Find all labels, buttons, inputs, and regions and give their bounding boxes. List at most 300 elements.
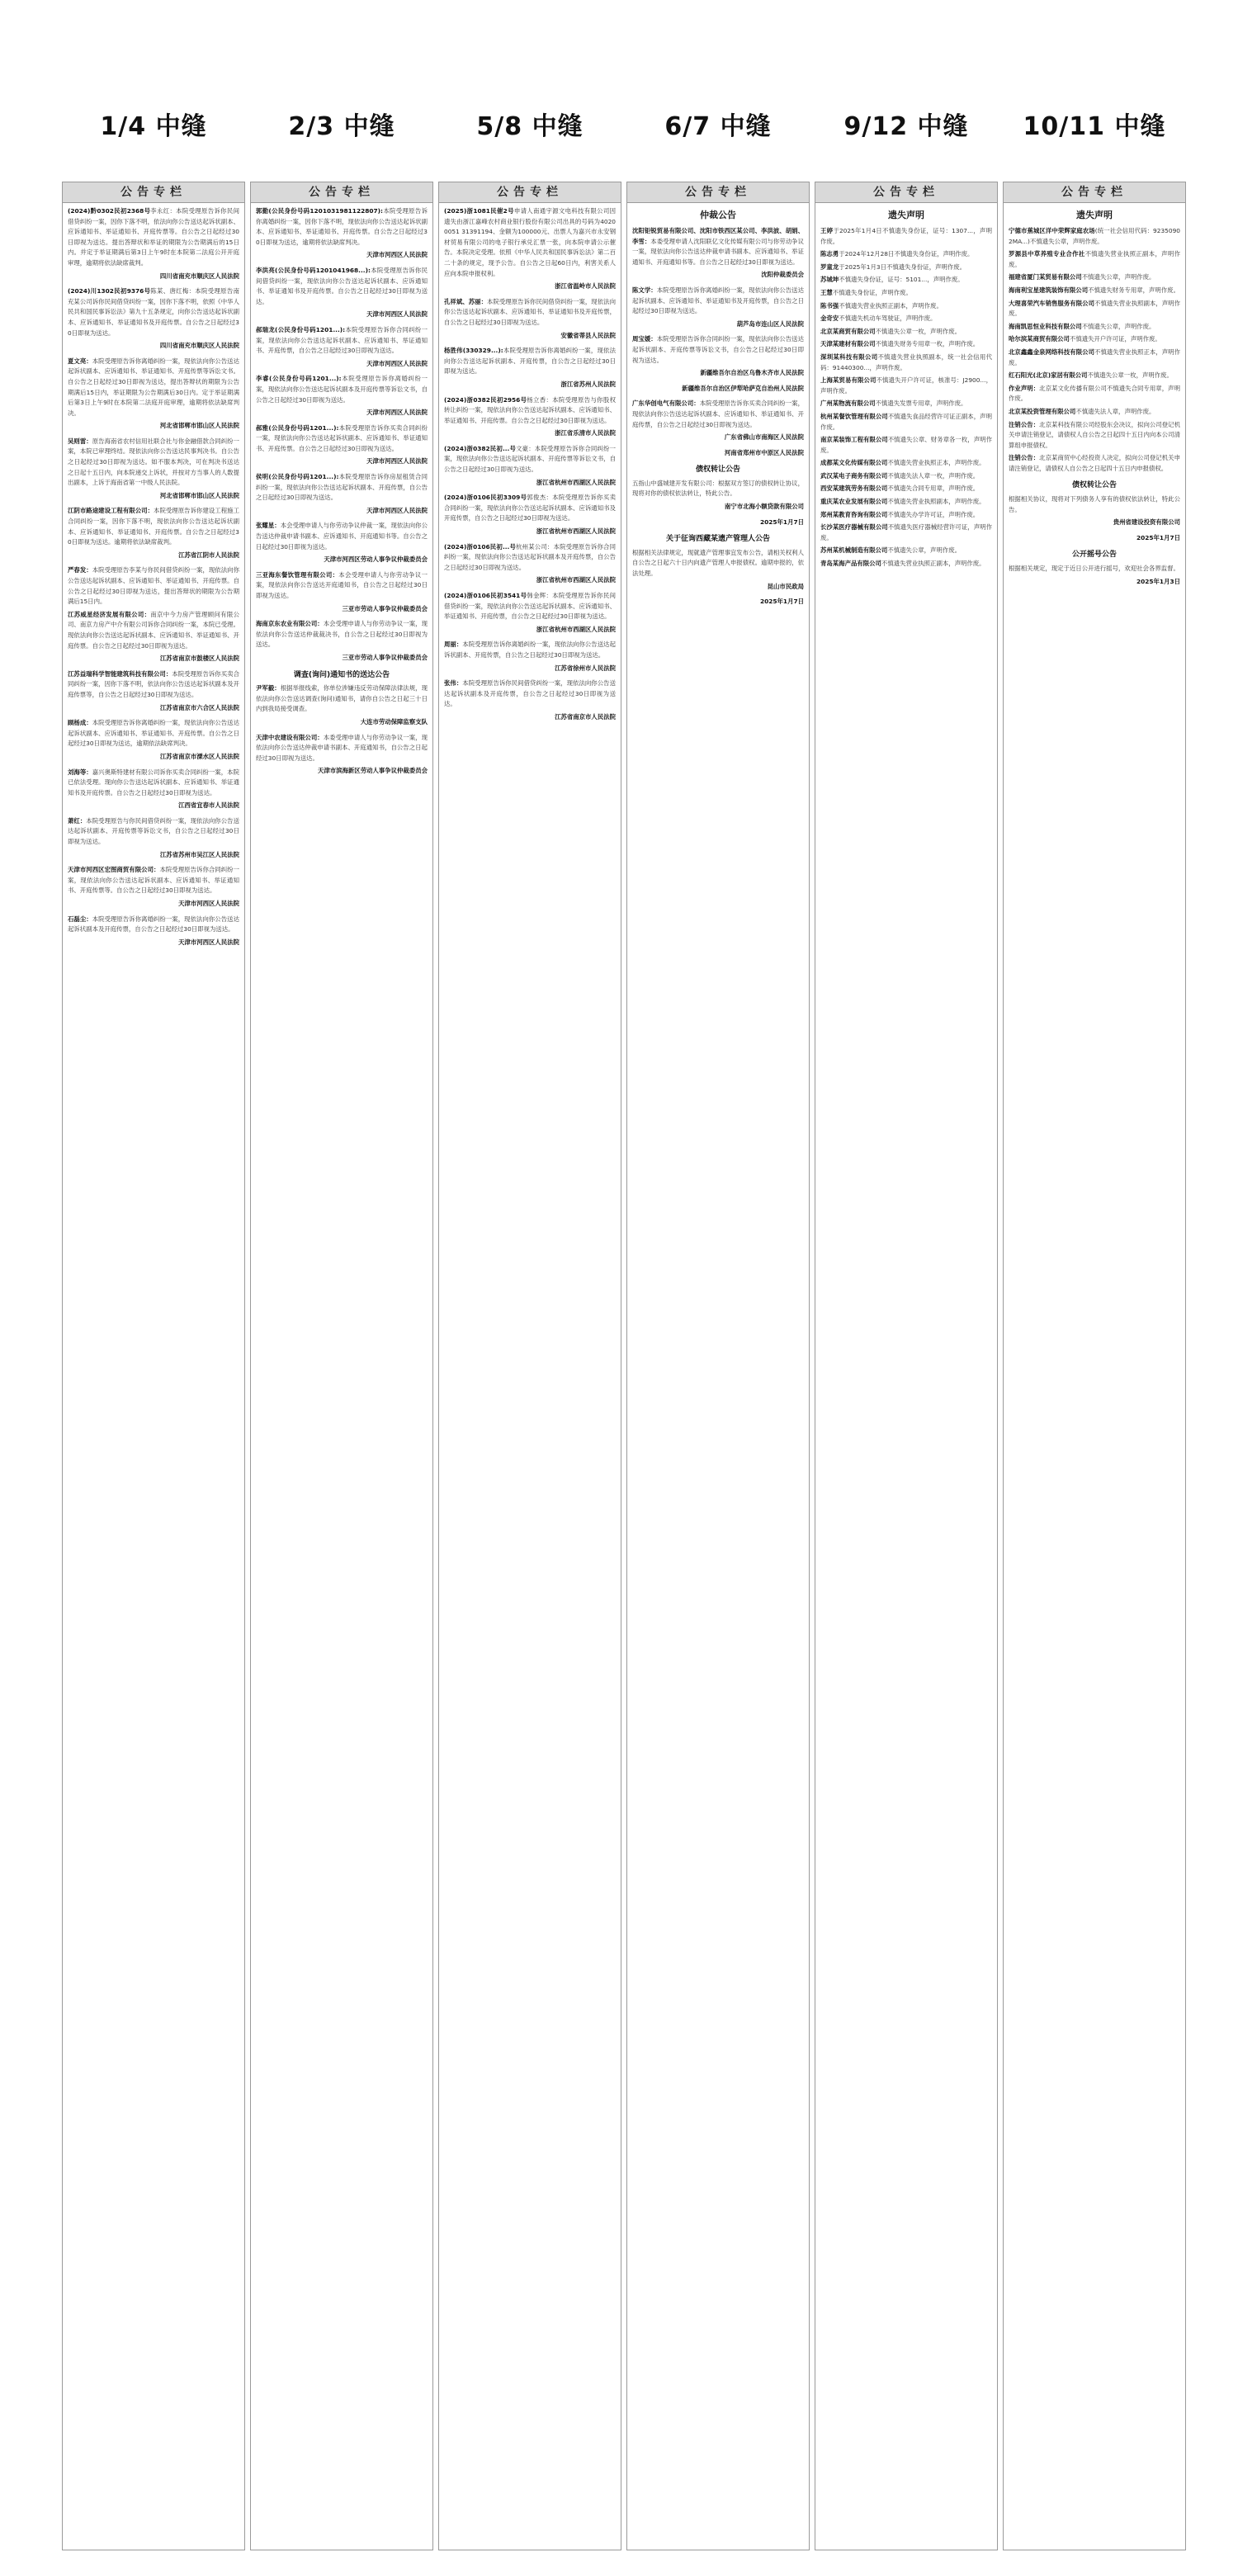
notice-paragraph bbox=[820, 458, 992, 469]
notice-paragraph bbox=[632, 548, 804, 579]
notice-lead: 南京某装饰工程有限公司 bbox=[820, 436, 888, 444]
column-header: 9/12 中缝 bbox=[843, 112, 969, 141]
notice-section-title: 债权转让公告 bbox=[695, 466, 740, 475]
notice-paragraph bbox=[68, 357, 239, 419]
notice-paragraph bbox=[68, 565, 239, 607]
notice-paragraph bbox=[1009, 564, 1180, 574]
notice-text: 不慎遗失营业执照正副本，声明作废。 bbox=[839, 301, 943, 310]
notice-text: 本院受理原告诉你离婚纠纷一案，现依法向你公告送达起诉状副本、应诉通知书、举证通知书、开庭传票。自公告之日起经过30日即视为送达，逾期依法缺席判决。 bbox=[68, 719, 239, 748]
notice-text: 本院受理原告诉你买卖合同纠纷一案，现依法向你公告送达起诉状副本、应诉通知书、举证通知书、开庭传票。自公告之日起经过30日即视为送达。 bbox=[256, 423, 428, 452]
notice-paragraph bbox=[1009, 286, 1180, 296]
notice-paragraph bbox=[68, 506, 239, 547]
notice-lead: 周丽： bbox=[444, 640, 463, 649]
notice-signature: 江苏省南京市鼓楼区人民法院 bbox=[159, 655, 239, 663]
notice-lead: 刘海等： bbox=[68, 768, 92, 776]
notice-paragraph bbox=[444, 678, 616, 710]
notice-paragraph bbox=[820, 301, 992, 312]
notice-lead: 张伟： bbox=[444, 679, 463, 688]
notice-paragraph bbox=[1009, 272, 1180, 283]
notice-paragraph bbox=[820, 559, 992, 570]
notice-lead: 江苏益瑞科学智能建筑科技有限公司： bbox=[68, 669, 172, 678]
notice-paragraph bbox=[256, 266, 428, 307]
notice-lead: 武汉某电子商务有限公司 bbox=[820, 471, 888, 480]
notice-text: 申请人南通宇源文电科技有限公司因遗失由浙江嘉峰农村商业银行股份有限公司出具的号码为40200051 31391194、金额为100000元、出票人为嘉兴市永安钢材贸易有限公司的电子银行承兑汇票一张，向本院申请公示催告。本院决定受理。依照《中华人民共和国民事诉讼法》第二百二十条的规定，现予公告。自公告之日起60日内，利害关系人应向本院申报权利。 bbox=[444, 207, 616, 277]
notice-paragraph bbox=[820, 497, 992, 508]
notice-lead: 严春发： bbox=[68, 566, 92, 574]
notice-text: 不慎遗失发票专用章，声明作废。 bbox=[875, 399, 967, 408]
notice-paragraph bbox=[68, 718, 239, 749]
notice-text: 不慎遗失食品经营许可证正副本，声明作废。 bbox=[820, 412, 992, 431]
notice-paragraph bbox=[68, 915, 239, 935]
notice-paragraph bbox=[256, 683, 428, 715]
notice-signature: 天津市河西区人民法院 bbox=[366, 359, 428, 367]
notice-paragraph bbox=[632, 399, 804, 430]
notice-text: 于2025年1月3日不慎遗失身份证，声明作废。 bbox=[839, 262, 966, 271]
notice-text: 不慎遗失公章，声明作废。 bbox=[1081, 322, 1155, 330]
notice-paragraph bbox=[68, 816, 239, 848]
notice-text: 不慎遗失营业执照副本，统一社会信用代码：91440300...，声明作废。 bbox=[820, 352, 992, 371]
notice-lead: 天津中农建设有限公司： bbox=[256, 733, 324, 741]
notice-lead: 李睿(公民身份号码1201...): bbox=[256, 375, 342, 383]
notice-lead: 陈文学： bbox=[632, 286, 657, 294]
notice-signature: 江苏省江阴市人民法院 bbox=[178, 551, 239, 559]
notice-section-title: 债权转让公告 bbox=[1071, 481, 1117, 490]
notice-section-title: 关于征询西藏某遗产管理人公告 bbox=[665, 535, 770, 544]
notice-lead: 海南京东农业有限公司： bbox=[256, 620, 324, 628]
notice-signature: 新疆维吾尔自治区乌鲁木齐市人民法院 bbox=[700, 369, 804, 377]
column-header: 5/8 中缝 bbox=[476, 112, 584, 141]
notice-paragraph bbox=[1009, 371, 1180, 381]
notice-lead: (2024)黔0302民初2368号 bbox=[68, 207, 151, 215]
notice-text: 不慎遗失办学许可证，声明作废。 bbox=[887, 510, 980, 518]
notice-lead: 大理喜荣汽车销售服务有限公司 bbox=[1009, 299, 1095, 307]
notice-text: 不慎遗失财务专用章，声明作废。 bbox=[1088, 286, 1179, 294]
notice-signature: 天津市河西区人民法院 bbox=[366, 251, 428, 259]
notice-text: 不慎遗失公章，声明作废。 bbox=[887, 546, 962, 555]
notice-signature: 江苏省南京市六合区人民法院 bbox=[159, 703, 239, 711]
notice-text: 根据举报线索，你单位涉嫌违反劳动保障法律法规，现依法向你公告送达调查(询问)通知书，请你自公告之日起三十日内到我局接受调查。 bbox=[256, 684, 428, 713]
notice-signature: 天津市河西区人民法院 bbox=[366, 409, 428, 417]
notice-paragraph bbox=[820, 399, 992, 409]
notice-signature: 四川省南充市顺庆区人民法院 bbox=[159, 272, 239, 280]
notice-paragraph bbox=[256, 521, 428, 552]
notice-text: 本委受理申请人与你劳动争议一案，现依法向你公告送达仲裁申请书副本、开庭通知书，自公告之日起经过30日即视为送达。 bbox=[256, 733, 428, 762]
notice-signature: 四川省南充市顺庆区人民法院 bbox=[159, 342, 239, 350]
notice-signature: 2025年1月3日 bbox=[1136, 577, 1180, 585]
notice-lead: (2024)浙0382民初2956号 bbox=[444, 395, 527, 404]
notice-paragraph bbox=[444, 297, 616, 328]
column-header: 6/7 中缝 bbox=[664, 112, 772, 141]
notice-section-title: 调查(询问)通知书的送达公告 bbox=[293, 670, 390, 679]
notice-signature: 葫芦岛市连山区人民法院 bbox=[736, 319, 804, 328]
notice-lead: 重庆某农业发展有限公司 bbox=[820, 498, 888, 506]
notice-paragraph bbox=[820, 314, 992, 324]
notice-lead: 金奇安 bbox=[820, 314, 839, 323]
notice-paragraph bbox=[256, 619, 428, 650]
notice-paragraph bbox=[68, 865, 239, 896]
notice-lead: 郝雅(公民身份号码1201...): bbox=[256, 423, 339, 432]
notice-paragraph bbox=[820, 275, 992, 286]
notice-paragraph bbox=[1009, 420, 1180, 451]
notice-text: 南京中今力房产管理顾问有限公司、南京力房产中介有限公司诉你合同纠纷一案，本院已受理。现依法向你公告送达起诉状副本、应诉通知书、举证通知书、开庭传票。自公告之日起经过30日即视为送达。 bbox=[68, 610, 239, 650]
notice-lead: 罗源县中草养殖专业合作社 bbox=[1009, 250, 1085, 258]
notice-lead: 广东华创电气有限公司： bbox=[632, 399, 700, 408]
notice-signature: 浙江省杭州市西湖区人民法院 bbox=[536, 478, 616, 486]
column-body bbox=[251, 203, 432, 785]
notice-text: 杭州某公司：本院受理原告诉你合同纠纷一案，现依法向你公告送达起诉状副本及开庭传票，自公告之日起经过30日即视为送达。 bbox=[444, 542, 616, 571]
notice-text: 不慎遗失营业执照副本，声明作废。 bbox=[1009, 299, 1180, 318]
notice-paragraph bbox=[444, 493, 616, 524]
notice-lead: 萧红： bbox=[68, 816, 87, 825]
notice-text: 本院受理原告诉你民间借贷纠纷一案，现依法向你公告送达起诉状副本、应诉通知书、举证通知书及开庭传票。自公告之日起经过30日即视为送达。 bbox=[256, 266, 428, 305]
notice-text: 本委受理申请人沈阳联亿文化传媒有限公司与你劳动争议一案，现依法向你公告送达仲裁申请书副本、应诉通知书、举证通知书、开庭通知书等。自公告之日起经过30日即视为送达。 bbox=[632, 237, 804, 266]
notice-lead: 杨胜伟(330329...): bbox=[444, 347, 503, 355]
column-body bbox=[1004, 223, 1185, 595]
column-subtitle: 遗失声明 bbox=[888, 210, 924, 220]
notice-text: 本院受理原告与你民间借贷纠纷一案，现依法向你公告送达起诉状副本、开庭传票等诉讼文书，自公告之日起经过30日即视为送达。 bbox=[68, 816, 239, 846]
notice-paragraph bbox=[1009, 407, 1180, 418]
notice-lead: 宁德市蕉城区洋中荣辉家庭农场 bbox=[1009, 227, 1095, 234]
notice-text: 陈某、唐红梅：本院受理原告南充某公司诉你民间借贷纠纷一案，因你下落不明，依照《中华人民共和国民事诉讼法》第九十五条规定，向你公告送达起诉状副本、应诉通知书、举证通知书及开庭传票。自公告之日起经过30日即视为送达。 bbox=[68, 287, 239, 337]
notice-text: 本院受理原告诉你离婚纠纷一案，现依法向你公告送达起诉状副本、开庭传票，自公告之日起经过30日即视为送达。 bbox=[444, 347, 616, 376]
notice-paragraph bbox=[444, 640, 616, 660]
notice-text: 根据相关法律规定，现就遗产管理事宜发布公告，请相关权利人自公告之日起六十日内向遗产管理人申报债权。逾期申报的，依法处理。 bbox=[632, 548, 804, 578]
notice-column bbox=[626, 182, 810, 2550]
notice-paragraph bbox=[68, 437, 239, 489]
notice-text: 李永红：本院受理原告诉你民间借贷纠纷一案，因你下落不明，依法向你公告送达起诉状副本、应诉通知书、举证通知书、开庭传票等。自公告之日起经过30日即视为送达。提出答辩状和举证的期限为公告期满后的15日内。并定于举证期满后第3日上午9时在本院第二法庭公开开庭审理，逾期将依法缺席裁判。 bbox=[68, 207, 239, 267]
notice-text: 本院受理原告诉你房屋租赁合同纠纷一案，现依法向你公告送达起诉状副本、开庭传票，自公告之日起经过30日即视为送达。 bbox=[256, 473, 428, 502]
notice-signature: 天津市河西区人民法院 bbox=[366, 457, 428, 466]
notice-lead: 侯明(公民身份号码1201...): bbox=[256, 473, 339, 481]
notice-paragraph bbox=[256, 733, 428, 764]
notice-paragraph bbox=[68, 286, 239, 338]
notice-paragraph bbox=[444, 591, 616, 622]
column-body bbox=[63, 203, 244, 956]
notice-paragraph bbox=[68, 768, 239, 799]
notice-text: (统一社会信用代码：92350902MA...)不慎遗失公章，声明作废。 bbox=[1009, 227, 1180, 245]
notice-paragraph bbox=[1009, 384, 1180, 404]
notice-paragraph bbox=[820, 484, 992, 494]
notice-paragraph bbox=[820, 522, 992, 543]
notice-text: 本院受理原告诉你民间借贷纠纷一案，现依法向你公告送达起诉状副本、应诉通知书、举证通知书及开庭传票，自公告之日起经过30日即视为送达。 bbox=[444, 297, 616, 326]
notice-lead: 陈志勇 bbox=[820, 250, 839, 258]
notice-text: 不慎遗失身份证，证号：5101...，声明作废。 bbox=[839, 276, 964, 284]
notice-lead: (2024)浙0106民初3541号 bbox=[444, 592, 527, 599]
notice-text: 本院受理原告诉你离婚纠纷一案，现依法向你公告送达起诉状副本、应诉通知书、举证通知书、开庭传票等诉讼文书。自公告之日起经过30日即视为送达，提出答辩状的期限为公告期满后15日内，举证期限为公告期满后30日内。定于举证期满后第3日上午9时在本院第二法庭开庭审理，逾期将依法缺席判决。 bbox=[68, 357, 239, 417]
column-subtitle: 遗失声明 bbox=[1076, 210, 1113, 220]
notice-paragraph bbox=[1009, 453, 1180, 474]
notice-column bbox=[1003, 182, 1186, 2550]
notice-text: 本院受理原告诉你买卖合同纠纷一案，因你下落不明，依法向你公告送达起诉状副本及开庭传票等，自公告之日起经过30日即视为送达。 bbox=[68, 669, 239, 698]
notice-column bbox=[438, 182, 621, 2550]
notice-text: 不慎遗失开户许可证，核准号：J2900...，声明作废。 bbox=[820, 376, 992, 395]
notice-lead: 李洪亮(公民身份号码1201041968...): bbox=[256, 266, 371, 274]
notice-paragraph bbox=[256, 570, 428, 602]
notice-paragraph bbox=[1009, 226, 1180, 247]
notice-text: 本会受理申请人与你劳动争议仲裁一案，现依法向你公告送达仲裁申请书副本、应诉通知书、开庭通知书等。自公告之日起经过30日即视为送达。 bbox=[256, 522, 428, 551]
column-header: 2/3 中缝 bbox=[288, 112, 395, 141]
notice-lead: 罗童龙 bbox=[820, 262, 839, 271]
notice-paragraph bbox=[444, 346, 616, 377]
notice-signature: 江苏省苏州市吴江区人民法院 bbox=[159, 850, 239, 858]
notice-text: 本会受理申请人与你劳动争议一案，现依法向你公告送达仲裁裁决书，自公告之日起经过30日即视为送达。 bbox=[256, 620, 428, 649]
notice-text: 不慎遗失医疗器械经营许可证，声明作废。 bbox=[820, 523, 992, 541]
column-banner: 公告专栏 bbox=[439, 182, 621, 203]
notice-signature: 三亚市劳动人事争议仲裁委员会 bbox=[342, 653, 428, 661]
notice-lead: 深圳某科技有限公司 bbox=[820, 352, 878, 361]
notice-signature: 河北省邯郸市邯山区人民法院 bbox=[159, 491, 239, 499]
notice-section-title: 公开摇号公告 bbox=[1071, 551, 1117, 560]
notice-lead: 作业声明： bbox=[1009, 384, 1040, 392]
notice-signature: 2025年1月7日 bbox=[759, 598, 804, 606]
notice-text: 于2024年12月28日不慎遗失身份证，声明作废。 bbox=[839, 250, 974, 258]
notice-text: 郭俊杰：本院受理原告诉你买卖合同纠纷一案，现依法向你公告送达起诉状副本、应诉通知书及开庭传票，自公告之日起经过30日即视为送达。 bbox=[444, 494, 616, 522]
notice-lead: 天津某建材有限公司 bbox=[820, 340, 876, 348]
notice-paragraph bbox=[444, 206, 616, 279]
notice-lead: 红石阳光(北京)家居有限公司 bbox=[1009, 371, 1088, 380]
notice-lead: 孔祥斌、苏丽： bbox=[444, 297, 488, 305]
notice-lead: 江苏威星经济发展有限公司： bbox=[68, 610, 151, 618]
notice-text: 韩金辉：本院受理原告诉你民间借贷纠纷一案，现依法向你公告送达起诉状副本、应诉通知书、举证通知书、开庭传票，自公告之日起经过30日即视为送达。 bbox=[444, 592, 616, 621]
notice-text: 于2025年1月4日不慎遗失身份证，证号：1307...，声明作废。 bbox=[820, 227, 992, 245]
notice-signature: 天津市河西区人民法院 bbox=[366, 310, 428, 319]
notice-signature: 大连市劳动保障监察支队 bbox=[360, 717, 428, 726]
notice-lead: 石磊尘： bbox=[68, 915, 92, 923]
notice-lead: 长沙某医疗器械有限公司 bbox=[820, 523, 888, 532]
notice-paragraph bbox=[820, 339, 992, 350]
notice-signature: 浙江省苏州人民法院 bbox=[560, 380, 616, 388]
notice-signature: 河北省邯郸市邯山区人民法院 bbox=[159, 422, 239, 430]
notice-text: 不慎遗失财务专用章一枚，声明作废。 bbox=[875, 340, 980, 348]
notice-signature: 江西省宜春市人民法院 bbox=[178, 801, 239, 810]
notice-paragraph bbox=[632, 479, 804, 499]
notice-text: 本院受理原告诉你合同纠纷一案，现依法向你公告送达起诉状副本、应诉通知书、举证通知书、开庭传票等。自公告之日起经过30日即视为送达。 bbox=[68, 866, 239, 895]
notice-signature: 沈阳仲裁委员会 bbox=[761, 271, 804, 279]
notice-text: 不慎遗失法人章一枚，声明作废。 bbox=[887, 471, 980, 480]
notice-signature: 贵州省建设投资有限公司 bbox=[1113, 518, 1180, 527]
notice-signature: 江苏省南京市人民法院 bbox=[555, 712, 616, 721]
notice-paragraph bbox=[820, 352, 992, 373]
notice-lead: 顾杨成： bbox=[68, 719, 92, 727]
notice-signature: 浙江省乐清市人民法院 bbox=[555, 429, 616, 437]
notice-paragraph bbox=[820, 262, 992, 273]
notice-paragraph bbox=[1009, 299, 1180, 319]
notice-text: 本院受理原告诉你民间借贷纠纷一案，现依法向你公告送达起诉状副本及开庭传票，自公告之日起经过30日即视为送达。 bbox=[444, 679, 616, 708]
column-header: 10/11 中缝 bbox=[1023, 112, 1166, 141]
notice-text: 不慎遗失公章一枚，声明作废。 bbox=[1087, 371, 1173, 380]
notice-signature: 2025年1月7日 bbox=[1136, 533, 1180, 541]
notice-lead: 广州某物流有限公司 bbox=[820, 399, 876, 408]
notice-lead: 成都某文化传媒有限公司 bbox=[820, 459, 888, 467]
notice-paragraph bbox=[632, 286, 804, 317]
notice-text: 本院受理原告诉你合同纠纷一案，现依法向你公告送达起诉状副本、开庭传票等诉讼文书，自公告之日起经过30日即视为送达。 bbox=[632, 335, 804, 364]
notice-lead: 哈尔滨某商贸有限公司 bbox=[1009, 335, 1070, 343]
notice-text: 根据相关规定，现定于近日公开进行摇号，欢迎社会各界监督。 bbox=[1009, 565, 1179, 573]
notice-paragraph bbox=[1009, 494, 1180, 515]
notice-text: 不慎遗失合同专用章，声明作废。 bbox=[887, 484, 980, 493]
notice-lead: 注销公告： bbox=[1009, 420, 1040, 428]
notice-lead: (2024)川1302民初9376号 bbox=[68, 287, 151, 295]
notice-paragraph bbox=[444, 542, 616, 574]
notice-lead: 江阴市路途建设工程有限公司： bbox=[68, 507, 154, 515]
notice-lead: 海南凯思恒业科技有限公司 bbox=[1009, 322, 1082, 330]
notice-lead: 王婷 bbox=[820, 227, 834, 234]
column-banner: 公告专栏 bbox=[63, 182, 244, 203]
notice-signature: 2025年1月7日 bbox=[759, 518, 804, 526]
notice-lead: 天津市河西区宏图商贸有限公司： bbox=[68, 866, 160, 874]
notice-text: 本院受理原告诉你离婚纠纷一案，现依法向你公告送达起诉状副本、开庭传票，自公告之日起经过30日即视为送达。 bbox=[444, 640, 616, 659]
notice-paragraph bbox=[1009, 334, 1180, 345]
notice-signature: 浙江省杭州市西湖区人民法院 bbox=[536, 527, 616, 536]
notice-lead: (2024)浙0382民初...号 bbox=[444, 444, 517, 452]
notice-lead: 上海某贸易有限公司 bbox=[820, 376, 877, 385]
notice-text: 不慎遗失公章、财务章各一枚，声明作废。 bbox=[820, 436, 992, 454]
notice-lead: 注销公告： bbox=[1009, 454, 1040, 462]
notice-lead: 杭州某餐饮管理有限公司 bbox=[820, 412, 888, 420]
notice-lead: 沈阳钜锐贸易有限公司、沈阳市铁西区某公司、李洪波、胡娟、李雪： bbox=[632, 227, 804, 245]
notice-paragraph bbox=[68, 206, 239, 269]
notice-paragraph bbox=[820, 471, 992, 482]
notice-text: 嘉兴奥斯特建材有限公司诉你买卖合同纠纷一案，本院已依法受理。现向你公告送达起诉状副本、应诉通知书、举证通知书及开庭传票。自公告之日起经过30日即视为送达。 bbox=[68, 768, 239, 796]
notice-paragraph bbox=[68, 610, 239, 651]
notice-lead: 王慧 bbox=[820, 288, 833, 296]
notice-paragraph bbox=[820, 376, 992, 396]
notice-lead: 北京某商贸有限公司 bbox=[820, 327, 876, 335]
notice-text: 不慎遗失身份证，声明作废。 bbox=[832, 288, 912, 296]
notice-lead: 郑州某教育咨询有限公司 bbox=[820, 510, 888, 518]
notice-text: 文豪：本院受理原告诉你合同纠纷一案，现依法向你公告送达起诉状副本、开庭传票等诉讼文书，自公告之日起经过30日即视为送达。 bbox=[444, 444, 616, 474]
notice-paragraph bbox=[256, 374, 428, 405]
notice-paragraph bbox=[256, 423, 428, 455]
notice-text: 北京某科技有限公司经股东会决议，拟向公司登记机关申请注销登记，请债权人自公告之日起四十五日内向本公司清算组申报债权。 bbox=[1009, 420, 1180, 449]
notice-signature: 南宁市北海小额贷款有限公司 bbox=[724, 503, 804, 511]
column-banner: 公告专栏 bbox=[251, 182, 432, 203]
notice-column bbox=[62, 182, 245, 2550]
notice-text: 五指山中盛城建开发有限公司：根据双方签订的债权转让协议，现将对你的债权依法转让，特此公告。 bbox=[632, 479, 804, 498]
notice-text: 本院受理原告诉你离婚纠纷一案，现依法向你公告送达起诉状副本及开庭传票，自公告之日起经过30日即视为送达。 bbox=[68, 915, 239, 934]
notice-paragraph bbox=[820, 412, 992, 432]
notice-signature: 安徽省蒂县人民法院 bbox=[560, 331, 616, 339]
notice-text: 原告海南省农村信用社联合社与你金融借款合同纠纷一案，本院已审理终结。现依法向你公告送达民事判决书。自公告之日起经过30日即视为送达。如不服本判决，可在判决书送达之日起十五日内，向本院递交上诉状，并按对方当事人的人数提出副本，上诉于海南省第一中级人民法院。 bbox=[68, 437, 239, 487]
notice-lead: 苏城坤 bbox=[820, 276, 839, 284]
notice-paragraph bbox=[1009, 249, 1180, 270]
column-body bbox=[815, 223, 997, 575]
notice-signature: 浙江省杭州市西湖区人民法院 bbox=[536, 576, 616, 584]
column-banner: 公告专栏 bbox=[815, 182, 997, 203]
column-subtitle: 仲裁公告 bbox=[700, 210, 736, 220]
notice-lead: 夏文亮： bbox=[68, 357, 92, 365]
notice-signature: 江苏省南京市溧水区人民法院 bbox=[159, 752, 239, 760]
notice-text: 本院受理原告李某与你民间借贷纠纷一案，现依法向你公告送达起诉状副本、应诉通知书、举证通知书、开庭传票。自公告之日起经过30日即视为送达，提出答辩状的期限为公告期满后15日内。 bbox=[68, 566, 239, 606]
column-body bbox=[439, 203, 621, 731]
notice-text: 不慎遗失公章一枚，声明作废。 bbox=[875, 327, 962, 335]
column-banner: 公告专栏 bbox=[627, 182, 809, 203]
notice-signature: 浙江省杭州市西湖区人民法院 bbox=[536, 625, 616, 633]
notice-text: 不慎遗失机动车驾驶证，声明作废。 bbox=[839, 314, 937, 323]
notice-text: 本会受理申请人与你劳动争议一案，现依法向你公告送达开庭通知书，自公告之日起经过30日即视为送达。 bbox=[256, 570, 428, 599]
notice-text: 不慎遗失营业执照正本，声明作废。 bbox=[887, 459, 985, 467]
notice-paragraph bbox=[820, 288, 992, 299]
notice-text: 不慎遗失开户许可证，声明作废。 bbox=[1069, 335, 1161, 343]
notice-signature: 昆山市民政局 bbox=[767, 582, 804, 590]
notice-lead: 北京某投资管理有限公司 bbox=[1009, 407, 1076, 415]
notice-text: 本院受理原告诉你离婚纠纷一案，因你下落不明，现依法向你公告送达起诉状副本、应诉通知书、举证通知书、开庭传票。自公告之日起经过30日即视为送达，逾期将依法缺席判决。 bbox=[256, 207, 428, 246]
notice-paragraph bbox=[444, 444, 616, 475]
notice-signature: 天津市滨海新区劳动人事争议仲裁委员会 bbox=[317, 767, 428, 775]
notice-lead: 陈书强 bbox=[820, 301, 839, 310]
notice-paragraph bbox=[256, 325, 428, 357]
notice-text: 杨立香：本院受理原告与你股权转让纠纷一案，现依法向你公告送达起诉状副本、应诉通知书、举证通知书、开庭传票。自公告之日起经过30日即视为送达。 bbox=[444, 395, 616, 424]
notice-paragraph bbox=[256, 472, 428, 503]
notice-text: 不慎遗失营业执照副本，声明作废。 bbox=[887, 498, 985, 506]
notice-signature: 天津市河西区人民法院 bbox=[178, 900, 239, 908]
notice-lead: (2024)浙0106民初...号 bbox=[444, 542, 517, 551]
notice-signature: 江苏省徐州市人民法院 bbox=[555, 664, 616, 672]
notice-paragraph bbox=[632, 226, 804, 267]
notice-text: 不慎遗失营业执照正副本，声明作废。 bbox=[1009, 250, 1180, 268]
notice-text: 不慎遗失营业执照正副本，声明作废。 bbox=[881, 560, 985, 568]
notice-paragraph bbox=[820, 327, 992, 338]
notice-lead: 周宝媛： bbox=[632, 335, 657, 343]
notice-text: 不慎遗失法人章，声明作废。 bbox=[1075, 407, 1155, 415]
notice-text: 本院受理原告诉你建设工程施工合同纠纷一案，因你下落不明，现依法向你公告送达起诉状副本、应诉通知书、举证通知书、开庭传票。自公告之日起经过30日即视为送达。逾期将依法缺席裁判。 bbox=[68, 507, 239, 546]
notice-paragraph bbox=[820, 226, 992, 247]
notice-text: 本院受理原告诉你合同纠纷一案，现依法向你公告送达起诉状副本、应诉通知书、举证通知书、开庭传票，自公告之日起经过30日即视为送达。 bbox=[256, 325, 428, 355]
notice-signature: 天津市河西区人民法院 bbox=[366, 506, 428, 514]
notice-lead: 尹军毅： bbox=[256, 684, 281, 692]
notice-lead: 张耀星： bbox=[256, 522, 281, 530]
notice-lead: 青岛某海产品有限公司 bbox=[820, 560, 881, 568]
notice-paragraph bbox=[820, 249, 992, 260]
notice-paragraph bbox=[1009, 322, 1180, 333]
notice-text: 北京某商贸中心经投资人决定，拟向公司登记机关申请注销登记，请债权人自公告之日起四十五日内申报债权。 bbox=[1009, 454, 1180, 472]
notice-lead: 三亚海东餐饮管理有限公司： bbox=[256, 570, 339, 579]
notice-paragraph bbox=[820, 435, 992, 456]
notice-paragraph bbox=[444, 395, 616, 427]
notice-paragraph bbox=[1009, 347, 1180, 368]
notice-lead: 海南利宝星建筑装饰有限公司 bbox=[1009, 286, 1089, 294]
notice-lead: 苏州某机械制造有限公司 bbox=[820, 546, 888, 555]
notice-lead: 福建省厦门某贸易有限公司 bbox=[1009, 273, 1082, 281]
notice-paragraph bbox=[632, 334, 804, 366]
notice-column bbox=[815, 182, 998, 2550]
notice-signature: 广东省佛山市南海区人民法院 bbox=[724, 433, 804, 442]
notice-text: 不慎遗失营业执照正本，声明作废。 bbox=[1009, 347, 1180, 366]
notice-text: 北京某文化传播有限公司不慎遗失合同专用章，声明作废。 bbox=[1009, 384, 1180, 403]
column-header: 1/4 中缝 bbox=[100, 112, 207, 141]
notice-lead: 郭勤(公民身份号码1201031981122807): bbox=[256, 207, 383, 215]
column-body bbox=[627, 223, 809, 616]
notice-signature: 天津市河西区人民法院 bbox=[178, 938, 239, 946]
notice-lead: 郝瑞龙(公民身份号码1201...): bbox=[256, 325, 346, 333]
notice-text: 本院受理原告诉你买卖合同纠纷一案，现依法向你公告送达起诉状副本、应诉通知书、举证通知书、开庭传票，自公告之日起经过30日即视为送达。 bbox=[632, 399, 804, 428]
notice-paragraph bbox=[256, 206, 428, 248]
notice-paragraph bbox=[820, 510, 992, 521]
notice-paragraph bbox=[68, 669, 239, 701]
notice-lead: 吴则雷： bbox=[68, 437, 92, 445]
notice-signature: 天津市河西区劳动人事争议仲裁委员会 bbox=[324, 555, 428, 564]
notice-lead: 西安某建筑劳务有限公司 bbox=[820, 484, 888, 493]
notice-paragraph bbox=[820, 546, 992, 556]
notice-text: 不慎遗失公章，声明作废。 bbox=[1081, 273, 1155, 281]
notice-signature: 河南省郑州市中原区人民法院 bbox=[724, 448, 804, 456]
notice-text: 本院受理原告诉你离婚纠纷一案，现依法向你公告送达起诉状副本、应诉通知书、举证通知书及开庭传票，自公告之日起经过30日即视为送达。 bbox=[632, 286, 804, 315]
notice-column bbox=[250, 182, 433, 2550]
notice-signature: 三亚市劳动人事争议仲裁委员会 bbox=[342, 604, 428, 612]
notice-text: 本院受理原告诉你离婚纠纷一案，现依法向你公告送达起诉状副本及开庭传票等诉讼文书，自公告之日起经过30日即视为送达。 bbox=[256, 375, 428, 404]
notice-signature: 浙江省温岭市人民法院 bbox=[555, 282, 616, 291]
notice-lead: (2025)浙1081民催2号 bbox=[444, 207, 514, 215]
